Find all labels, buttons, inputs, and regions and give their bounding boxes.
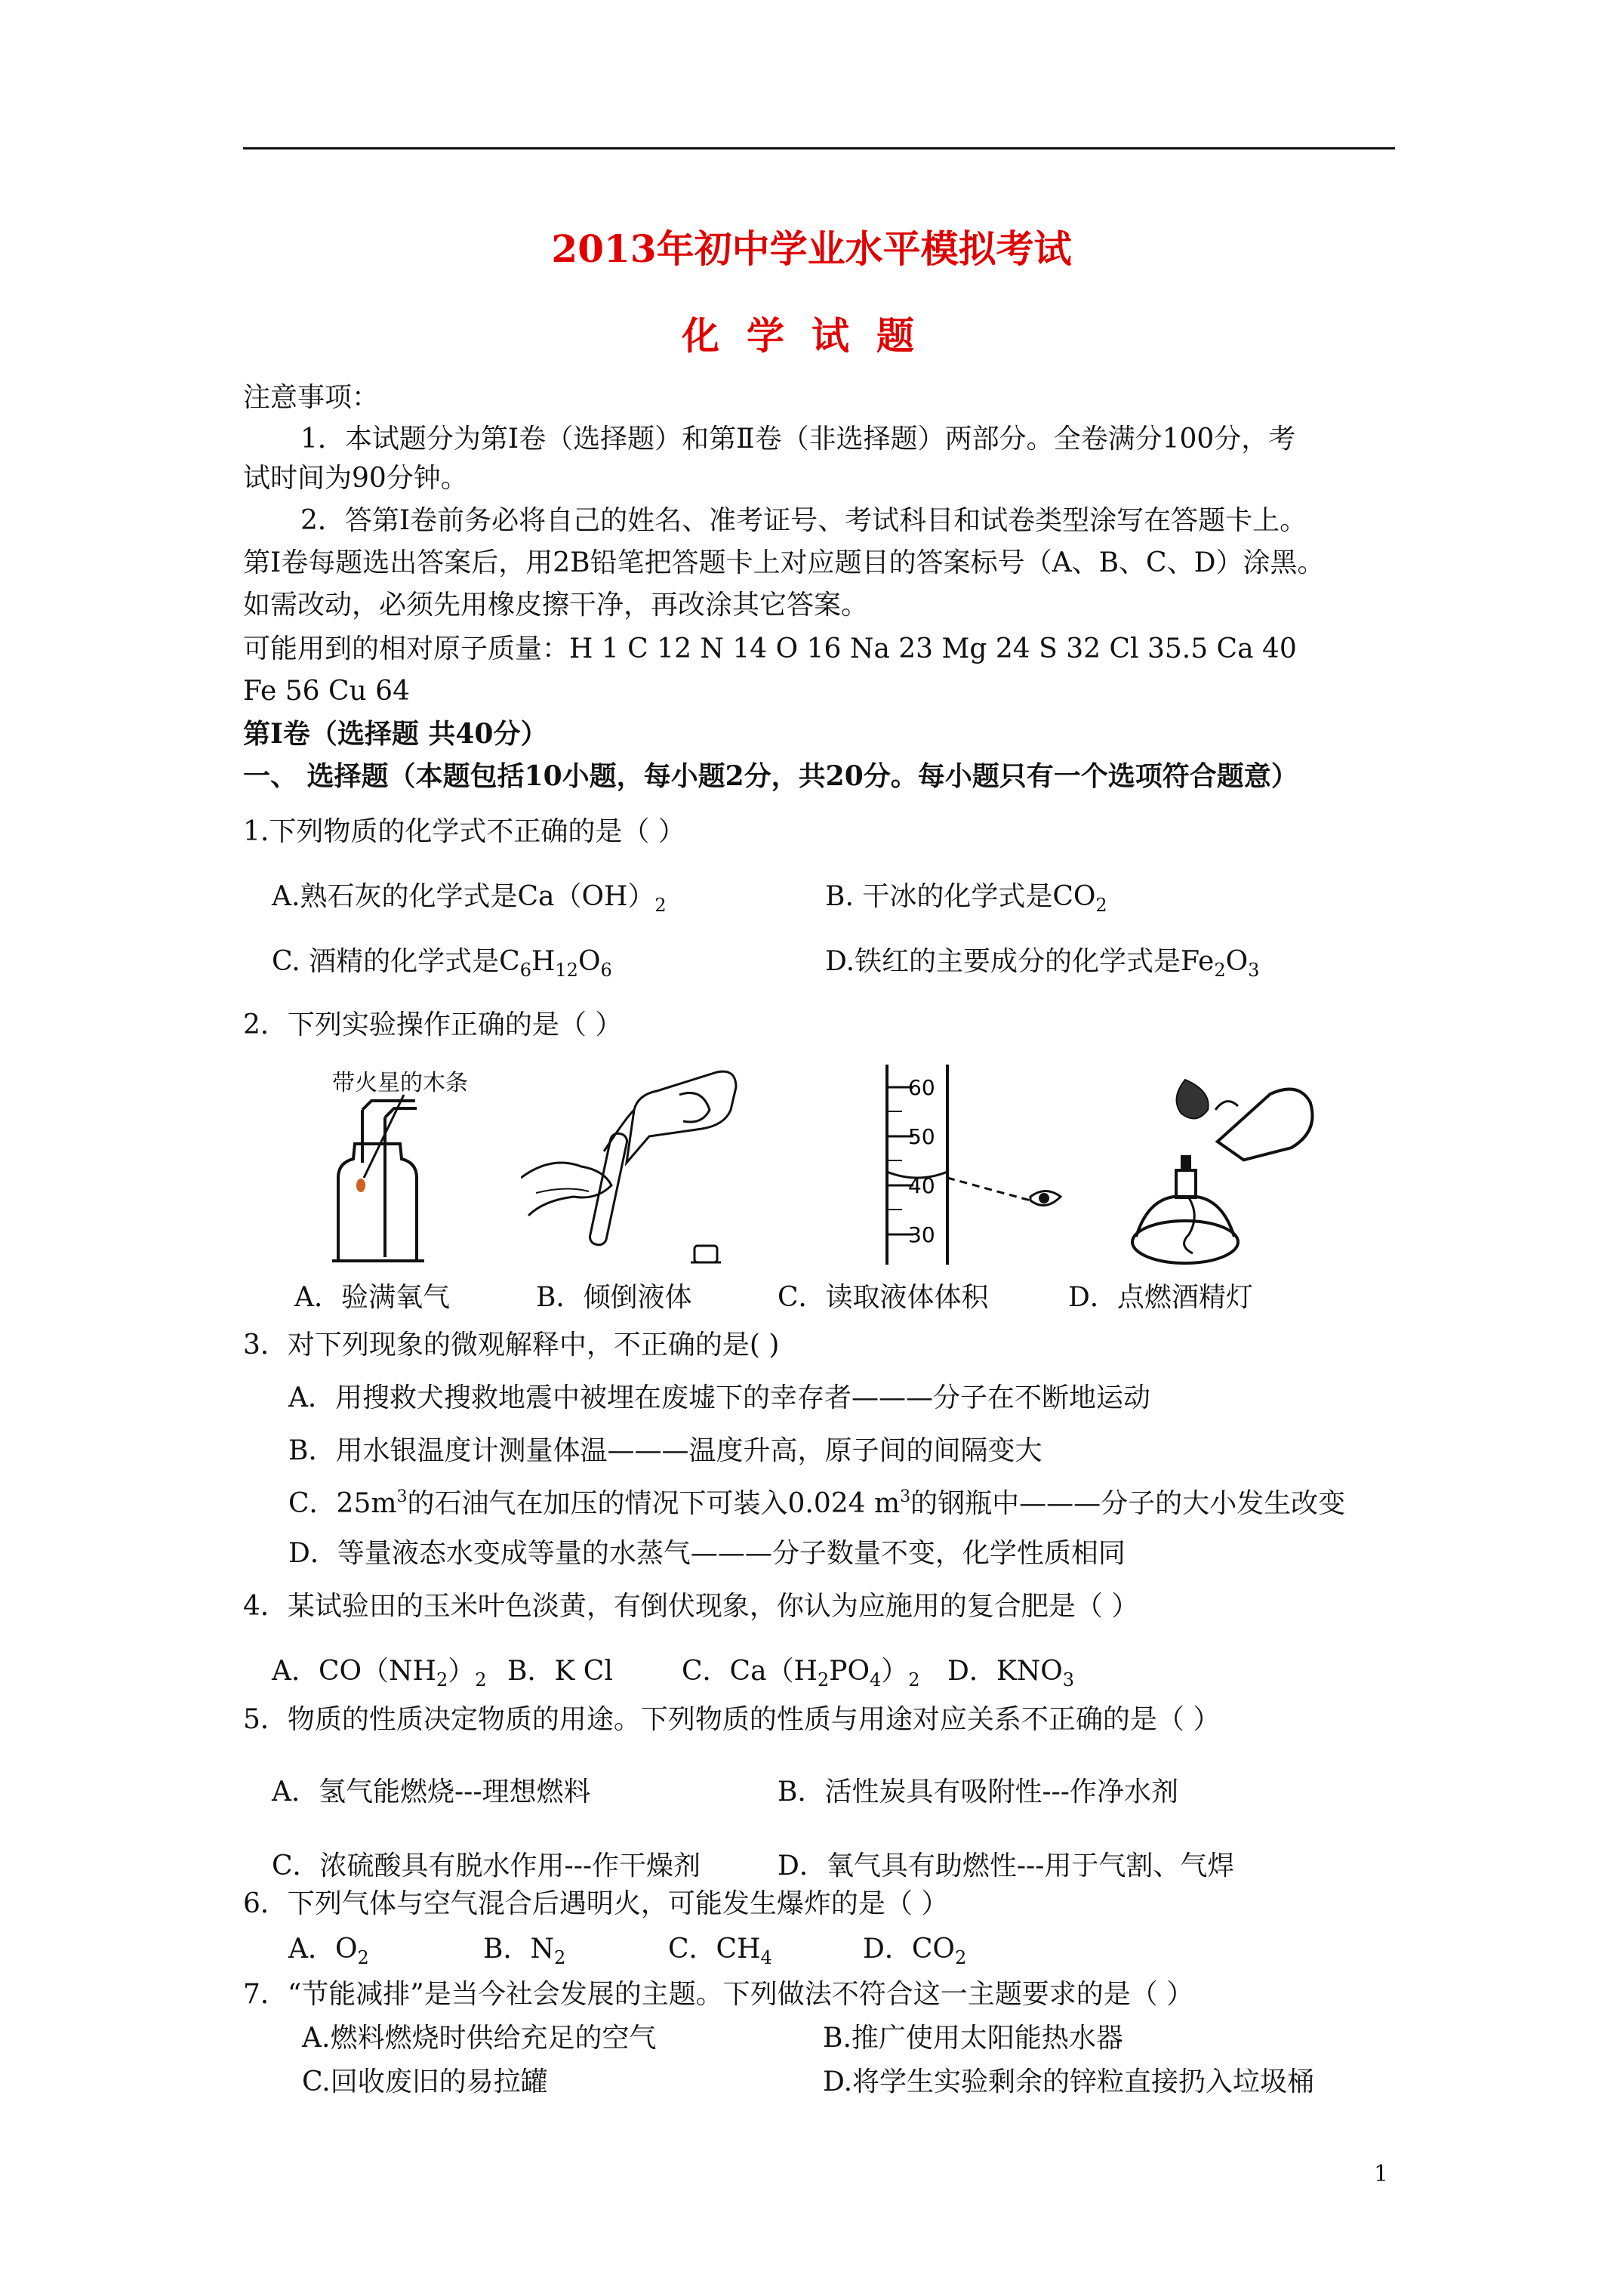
page-number: 1 [1374, 2161, 1389, 2187]
section-heading: 一、 选择题（本题包括10小题，每小题2分，共20分。每小题只有一个选项符合题意） [243, 760, 1298, 792]
q5-option-c: C．浓硫酸具有脱水作用---作干燥剂 [272, 1851, 701, 1881]
q4-option-a: A．$CO(NH_2)_2$ [272, 1656, 487, 1690]
q2-option-d: D．点燃酒精灯 [1068, 1282, 1253, 1313]
q4-option-d: D．$KNO_3$ [947, 1656, 1075, 1690]
q6-option-d: D．$CO_2$ [863, 1934, 967, 1968]
q7-stem: 7．“节能减排”是当今社会发展的主题。下列做法不符合这一主题要求的是（ ） [243, 1979, 1194, 2010]
q2-figure-d-alcohol-lamp [1125, 1065, 1321, 1268]
q3-option-c: C．$25m^3$的石油气在加压的情况下可装入0.024 $m^3$的钢瓶中———分子的大小发生改变 [288, 1487, 1346, 1519]
q3-stem: 3．对下列现象的微观解释中，不正确的是( ) [243, 1330, 780, 1361]
q7-option-d: D.将学生实验剩余的锌粒直接扔入垃圾桶 [823, 2066, 1315, 2097]
q7-option-c: C.回收废旧的易拉罐 [302, 2066, 548, 2097]
q6-option-c: C．$CH_4$ [668, 1934, 772, 1968]
atomic-mass-line-2: Fe 56 Cu 64 [243, 676, 410, 707]
notice-item-1b: 试时间为90分钟。 [243, 463, 468, 494]
q6-option-a: A．$O_2$ [288, 1934, 369, 1968]
notice-item-1a: 1．本试题分为第Ⅰ卷（选择题）和第Ⅱ卷（非选择题）两部分。全卷满分100分，考 [300, 424, 1296, 455]
scale-label-30: 30 [908, 1222, 935, 1247]
q1-option-a: A.熟石灰的化学式是$Ca(OH)_2$ [272, 881, 667, 916]
atomic-mass-line-1: 可能用到的相对原子质量：H 1 C 12 N 14 O 16 Na 23 Mg 24 S 32 Cl 35.5 Ca 40 [243, 633, 1297, 664]
q2-figure-a-caption: 带火星的木条 [332, 1070, 468, 1096]
q4-stem: 4．某试验田的玉米叶色淡黄，有倒伏现象，你认为应施用的复合肥是（ ） [243, 1591, 1139, 1622]
q7-option-b: B.推广使用太阳能热水器 [823, 2023, 1123, 2054]
q5-option-b: B．活性炭具有吸附性---作净水剂 [778, 1777, 1178, 1808]
header-rule [243, 147, 1395, 149]
exam-title: 2013年初中学业水平模拟考试 [551, 227, 1072, 271]
q2-stem: 2．下列实验操作正确的是（ ） [243, 1009, 623, 1040]
notice-item-2c: 如需改动，必须先用橡皮擦干净，再改涂其它答案。 [243, 590, 869, 621]
q1-option-c: C. 酒精的化学式是$C_6H_{12}O_6$ [272, 946, 612, 981]
notice-heading: 注意事项： [243, 382, 380, 413]
scale-label-60: 60 [908, 1075, 935, 1100]
scale-label-50: 50 [908, 1124, 935, 1149]
q2-option-c: C．读取液体体积 [778, 1282, 989, 1313]
notice-item-2b: 第Ⅰ卷每题选出答案后，用2B铅笔把答题卡上对应题目的答案标号（A、B、C、D）涂黑。 [243, 547, 1325, 578]
q1-stem: 1.下列物质的化学式不正确的是（ ） [243, 816, 685, 847]
q2-figure-a-gas-bottle [325, 1065, 506, 1268]
q3-option-d: D．等量液态水变成等量的水蒸气———分子数量不变，化学性质相同 [288, 1538, 1126, 1569]
q4-option-b: B．K Cl [507, 1656, 613, 1687]
q3-option-b: B．用水银温度计测量体温———温度升高，原子间的间隔变大 [288, 1435, 1042, 1466]
q3-option-a: A．用搜救犬搜救地震中被埋在废墟下的幸存者———分子在不断地运动 [288, 1382, 1150, 1413]
q5-stem: 5．物质的性质决定物质的用途。下列物质的性质与用途对应关系不正确的是（ ） [243, 1704, 1221, 1735]
q6-option-b: B．$N_2$ [483, 1934, 566, 1968]
q2-option-b: B．倾倒液体 [536, 1282, 692, 1313]
exam-subtitle: 化学试题 [682, 313, 941, 358]
q2-option-a: A．验满氧气 [294, 1282, 450, 1313]
part-heading: 第Ⅰ卷（选择题 共40分） [243, 718, 548, 750]
q6-stem: 6．下列气体与空气混合后遇明火，可能发生爆炸的是（ ） [243, 1888, 949, 1919]
notice-item-2a: 2．答第Ⅰ卷前务必将自己的姓名、准考证号、考试科目和试卷类型涂写在答题卡上。 [300, 505, 1307, 536]
q5-option-a: A．氢气能燃烧---理想燃料 [272, 1777, 591, 1808]
q5-option-d: D．氧气具有助燃性---用于气割、气焊 [778, 1851, 1235, 1881]
q2-figure-c-cylinder [872, 1065, 1091, 1268]
q2-figure-b-pouring [521, 1065, 740, 1268]
q7-option-a: A.燃料燃烧时供给充足的空气 [302, 2023, 657, 2054]
q4-option-c: C．$Ca(H_2PO_4)_2$ [682, 1656, 920, 1690]
q1-option-d: D.铁红的主要成分的化学式是$Fe_2O_3$ [825, 946, 1260, 981]
scale-label-40: 40 [908, 1173, 935, 1198]
q1-option-b: B. 干冰的化学式是$CO_2$ [825, 881, 1107, 916]
